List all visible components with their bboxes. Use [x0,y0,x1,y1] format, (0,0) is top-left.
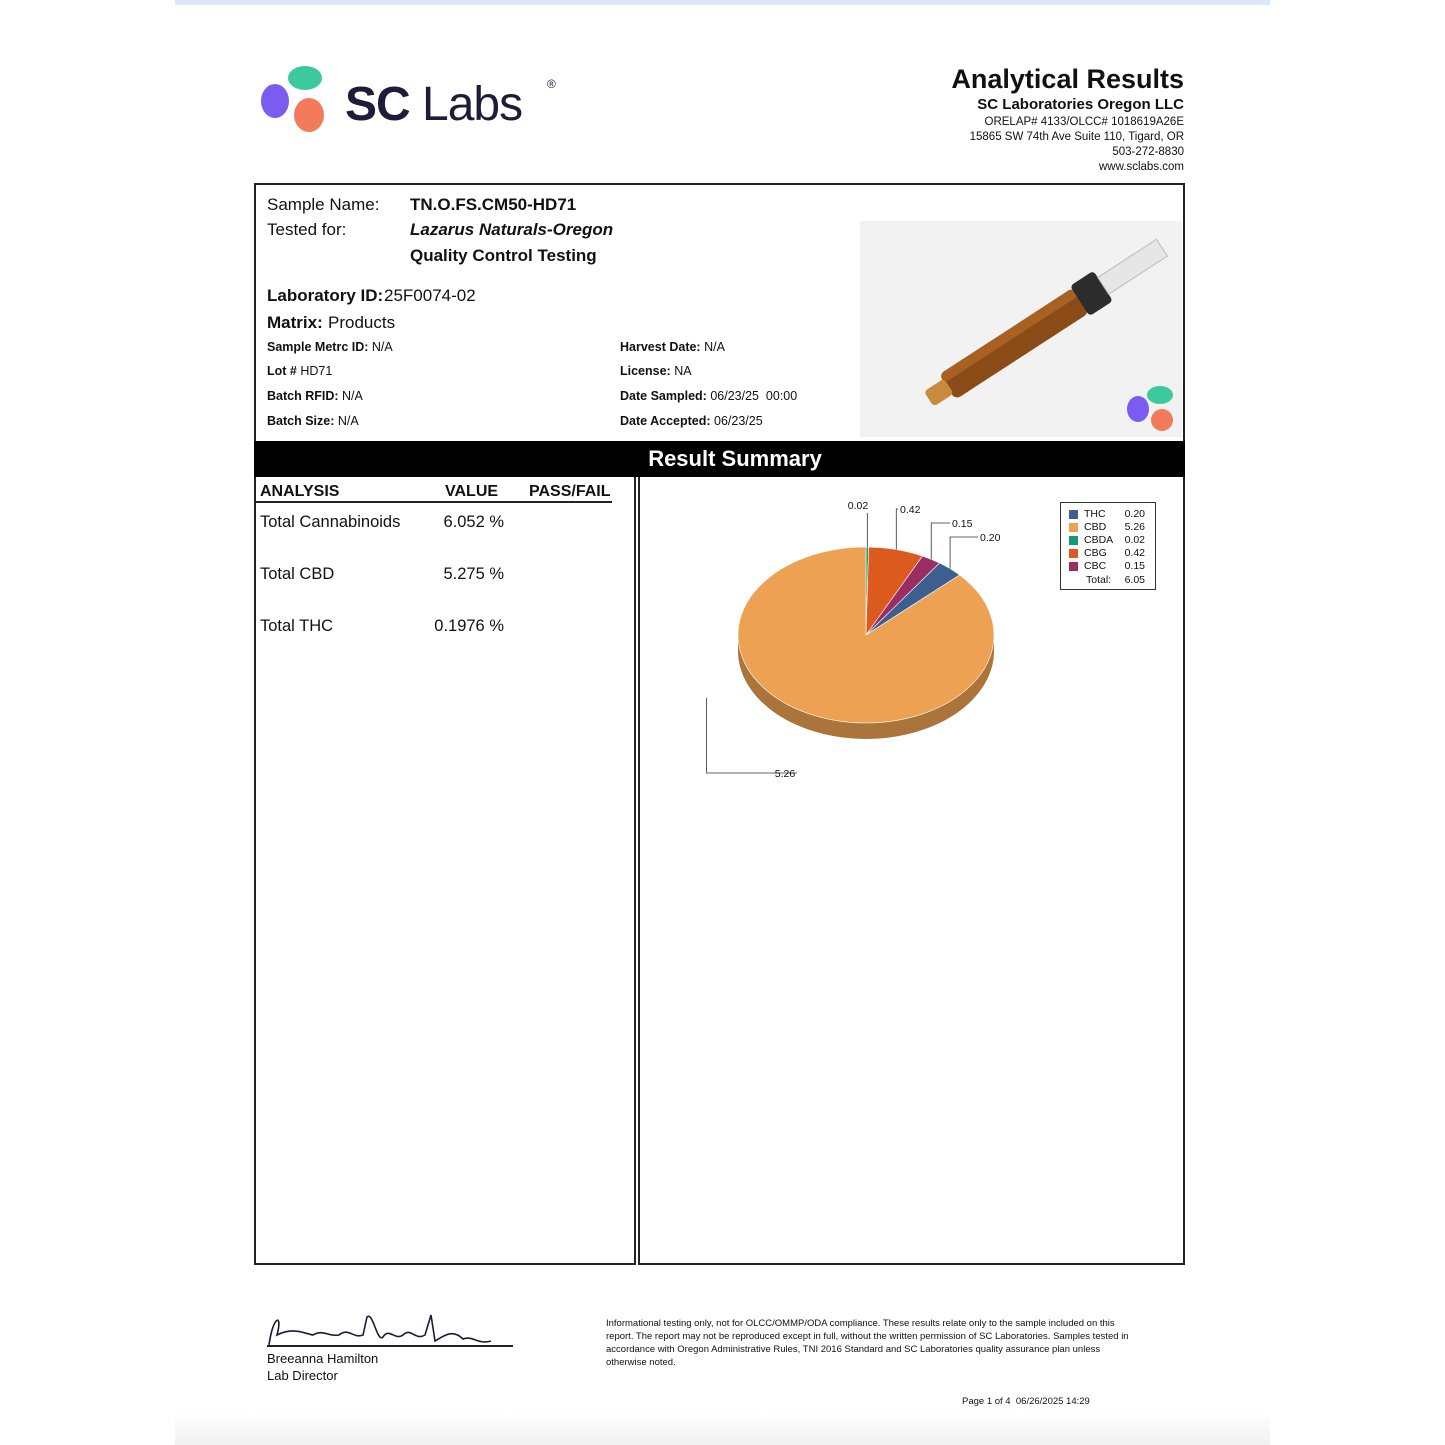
cannabinoid-pie-chart [640,477,1185,1263]
page-margin-right [1270,0,1445,1445]
analysis-row-value: 0.1976 % [434,617,504,635]
page-info: Page 1 of 4 06/26/2025 14:29 [962,1396,1090,1407]
matrix-label: Matrix: [267,313,323,332]
signer-name: Breeanna Hamilton [267,1351,379,1366]
data-label-cbc: 0.15 [952,518,973,530]
analysis-row-value: 6.052 % [443,513,504,531]
result-summary-header: Result Summary [254,441,1185,477]
legend-swatch [1069,562,1078,571]
data-label-cbda: 0.02 [847,500,869,512]
tested-for-value: Lazarus Naturals-Oregon [410,220,614,239]
analysis-row-name: Total Cannabinoids [260,513,401,531]
harvest-date: Harvest Date: N/A [620,340,725,354]
legend-total: Total: 6.05 [1086,574,1145,586]
col-value: VALUE [445,483,499,500]
lab-phone: 503-272-8830 [1112,146,1184,158]
lab-id-label: Laboratory ID: [267,286,384,305]
lab-header [951,63,1184,175]
batch-size: Batch Size: N/A [267,414,359,428]
analysis-row-name: Total CBD [260,565,335,583]
lot-number: Lot # HD71 [267,364,333,378]
legend-entry-thc: THC 0.20 [1069,508,1153,521]
data-label-cbd: 5.26 [774,768,796,780]
lab-website: www.sclabs.com [1099,161,1184,173]
header-rule [256,501,612,503]
date-sampled: Date Sampled: 06/23/25 00:00 [620,389,798,403]
report-page [175,5,1270,1412]
disclaimer-text: Informational testing only, not for OLCC/OMMP/ODA compliance. These results relate only to the sample included on this report. The report may not be reproduced except in full, without the written permission of SC Laboratories. Samples tested in accordance with Oregon Administrative Rules, TNI 2016 Standard and SC Laboratories quality assurance plan unless otherwise noted. [606,1318,1129,1368]
analysis-table [254,477,636,1265]
tested-for-label: Tested for: [267,220,347,239]
legend-entry-cbg: CBG 0.42 [1069,547,1153,560]
legend-swatch [1069,536,1078,545]
signature-line [267,1345,513,1347]
logo-registered-mark: ® [547,77,556,91]
tested-for-sub: Quality Control Testing [410,246,597,265]
logo-wordmark: SC Labs [345,78,523,131]
col-analysis: ANALYSIS [260,483,340,500]
legend-swatch [1069,549,1078,558]
data-label-thc: 0.20 [980,532,1001,544]
col-passfail: PASS/FAIL [529,483,611,500]
lab-address: 15865 SW 74th Ave Suite 110, Tigard, OR [969,131,1184,143]
legend-entry-cbc: CBC 0.15 [1069,560,1153,573]
matrix-value: Products [328,313,396,332]
metrc-id: Sample Metrc ID: N/A [267,340,393,354]
sample-info-box [254,183,1185,441]
legend-swatch [1069,523,1078,532]
lab-license: ORELAP# 4133/OLCC# 1018619A26E [984,116,1184,128]
lab-id-value: 25F0074-02 [384,286,476,305]
legend-entry-cbd: CBD 5.26 [1069,521,1153,534]
sample-name-label: Sample Name: [267,195,380,214]
leader-line-cbc [931,523,950,559]
report-title: Analytical Results [951,64,1184,94]
chart-legend [1060,502,1156,590]
analysis-row-name: Total THC [260,617,334,635]
product-syringe-image [860,221,1182,437]
data-label-cbg: 0.42 [900,504,921,516]
sample-name-value: TN.O.FS.CM50-HD71 [410,195,577,214]
batch-rfid: Batch RFID: N/A [267,389,363,403]
license: License: NA [620,364,692,378]
analysis-row-value: 5.275 % [443,565,504,583]
lab-company: SC Laboratories Oregon LLC [977,96,1184,113]
column-divider [634,501,636,1265]
leader-line-cbg [896,509,898,549]
legend-entry-cbda: CBDA 0.02 [1069,534,1153,547]
signer-title: Lab Director [267,1368,338,1383]
viewer-bottom-bar [175,1412,1270,1445]
legend-swatch [1069,510,1078,519]
page-margin-left [0,0,175,1445]
date-accepted: Date Accepted: 06/23/25 [620,414,763,428]
chart-panel [638,477,1185,1265]
leader-line-thc [950,537,978,569]
